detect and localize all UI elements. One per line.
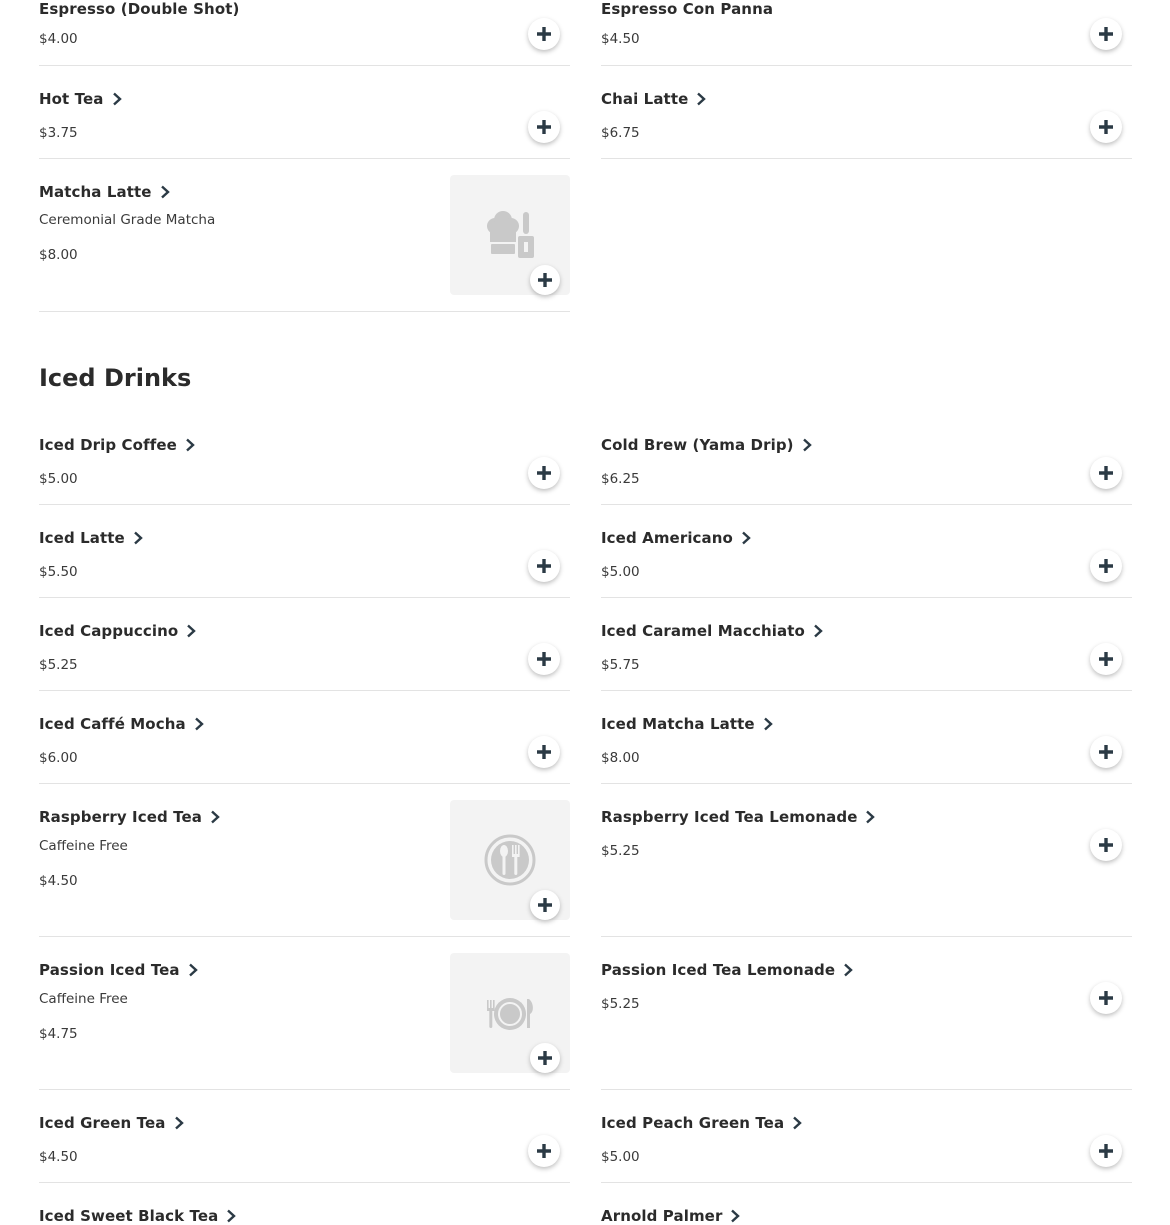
plus-icon — [1099, 652, 1113, 666]
add-item-button[interactable] — [530, 1043, 560, 1073]
add-item-button[interactable] — [1090, 550, 1122, 582]
menu-item-chai-latte[interactable] — [601, 66, 1132, 159]
add-item-button[interactable] — [528, 1135, 560, 1167]
item-price: $6.25 — [601, 471, 640, 487]
item-price: $5.75 — [601, 657, 640, 673]
item-image-placeholder[interactable] — [450, 953, 570, 1073]
section-title-iced-drinks: Iced Drinks — [39, 364, 192, 392]
item-name: Matcha Latte — [39, 183, 152, 201]
plus-icon — [1099, 27, 1113, 41]
chevron-right-icon — [185, 624, 197, 638]
item-name-row — [601, 90, 707, 108]
item-name-row — [601, 961, 854, 979]
chevron-right-icon — [132, 531, 144, 545]
item-price: $8.00 — [39, 247, 78, 263]
item-name-row — [39, 622, 197, 640]
item-price: $8.00 — [601, 750, 640, 766]
menu-item-matcha-latte[interactable] — [39, 159, 570, 312]
chevron-right-icon — [111, 92, 123, 106]
item-description: Caffeine Free — [39, 838, 128, 854]
add-item-button[interactable] — [1090, 1135, 1122, 1167]
item-price: $4.75 — [39, 1026, 78, 1042]
add-item-button[interactable] — [530, 265, 560, 295]
plus-icon — [537, 652, 551, 666]
chevron-right-icon — [209, 810, 221, 824]
item-name-row — [601, 1114, 803, 1132]
add-item-button[interactable] — [1090, 982, 1122, 1014]
chevron-right-icon — [173, 1116, 185, 1130]
item-price: $5.00 — [39, 471, 78, 487]
item-price: $5.25 — [601, 843, 640, 859]
chevron-right-icon — [762, 717, 774, 731]
item-name-row — [39, 183, 171, 201]
add-item-button[interactable] — [1090, 457, 1122, 489]
menu-item-iced-peach-green-tea[interactable] — [601, 1090, 1132, 1183]
item-name-row — [39, 1114, 185, 1132]
menu-item-iced-americano[interactable] — [601, 505, 1132, 598]
item-price: $5.50 — [39, 564, 78, 580]
item-price: $4.50 — [39, 1149, 78, 1165]
plus-icon — [538, 1051, 552, 1065]
plus-icon — [537, 120, 551, 134]
item-name-row — [601, 808, 876, 826]
item-description: Caffeine Free — [39, 991, 128, 1007]
item-name: Hot Tea — [39, 90, 104, 108]
plus-icon — [1099, 120, 1113, 134]
menu-item-passion-iced-tea[interactable] — [39, 937, 570, 1090]
chevron-right-icon — [184, 438, 196, 452]
item-name: Iced Sweet Black Tea — [39, 1207, 219, 1225]
chevron-right-icon — [695, 92, 707, 106]
item-price: $5.00 — [601, 564, 640, 580]
plus-icon — [537, 745, 551, 759]
item-name: Iced Americano — [601, 529, 733, 547]
add-item-button[interactable] — [1090, 736, 1122, 768]
item-name-row — [39, 0, 239, 18]
menu-item-iced-green-tea[interactable] — [39, 1090, 570, 1183]
item-name: Passion Iced Tea Lemonade — [601, 961, 836, 979]
item-name: Chai Latte — [601, 90, 689, 108]
chevron-right-icon — [225, 1209, 237, 1223]
item-name-row — [39, 715, 205, 733]
item-name: Iced Peach Green Tea — [601, 1114, 785, 1132]
add-item-button[interactable] — [528, 457, 560, 489]
plus-icon — [1099, 991, 1113, 1005]
chevron-right-icon — [791, 1116, 803, 1130]
plus-icon — [1099, 1144, 1113, 1158]
menu-item-arnold-palmer[interactable] — [601, 1183, 1132, 1225]
item-price: $5.00 — [601, 1149, 640, 1165]
chevron-right-icon — [159, 185, 171, 199]
plate-placeholder-icon — [483, 986, 537, 1040]
add-item-button[interactable] — [528, 736, 560, 768]
item-name: Espresso (Double Shot) — [39, 0, 240, 18]
item-description: Ceremonial Grade Matcha — [39, 212, 216, 228]
item-name-row — [601, 0, 773, 18]
menu-item-iced-drip-coffee[interactable] — [39, 412, 570, 505]
item-name: Iced Cappuccino — [39, 622, 179, 640]
plus-icon — [538, 898, 552, 912]
chevron-right-icon — [801, 438, 813, 452]
chef-hat-placeholder-icon — [483, 208, 537, 262]
item-name-row — [39, 808, 221, 826]
plus-icon — [537, 466, 551, 480]
item-name-row — [601, 529, 752, 547]
item-name: Iced Drip Coffee — [39, 436, 177, 454]
menu-item-iced-cappuccino[interactable] — [39, 598, 570, 691]
menu-item-cold-brew[interactable] — [601, 412, 1132, 505]
item-price: $4.50 — [39, 873, 78, 889]
add-item-button[interactable] — [1090, 829, 1122, 861]
item-name: Iced Caffé Mocha — [39, 715, 186, 733]
plus-icon — [537, 27, 551, 41]
menu-item-iced-matcha-latte[interactable] — [601, 691, 1132, 784]
item-name-row — [39, 529, 144, 547]
item-name-row — [39, 90, 123, 108]
menu-item-raspberry-iced-tea[interactable] — [39, 784, 570, 937]
plus-icon — [1099, 838, 1113, 852]
item-name: Raspberry Iced Tea Lemonade — [601, 808, 858, 826]
plus-icon — [538, 273, 552, 287]
item-name-row — [601, 436, 813, 454]
item-name: Cold Brew (Yama Drip) — [601, 436, 794, 454]
item-price: $5.25 — [601, 996, 640, 1012]
add-item-button[interactable] — [530, 890, 560, 920]
item-name-row — [39, 1207, 237, 1225]
item-name: Arnold Palmer — [601, 1207, 723, 1225]
menu-item-raspberry-iced-tea-lemonade[interactable] — [601, 784, 1132, 937]
add-item-button[interactable] — [528, 18, 560, 50]
item-price: $4.00 — [39, 31, 78, 47]
menu-item-passion-iced-tea-lemonade[interactable] — [601, 937, 1132, 1090]
menu-item-iced-caffe-mocha[interactable] — [39, 691, 570, 784]
plus-icon — [1099, 559, 1113, 573]
item-image-placeholder[interactable] — [450, 800, 570, 920]
plus-icon — [1099, 745, 1113, 759]
menu-item-iced-sweet-black-tea[interactable] — [39, 1183, 570, 1225]
item-image-placeholder[interactable] — [450, 175, 570, 295]
item-price: $4.50 — [601, 31, 640, 47]
chevron-right-icon — [812, 624, 824, 638]
chevron-right-icon — [842, 963, 854, 977]
add-item-button[interactable] — [1090, 643, 1122, 675]
add-item-button[interactable] — [1090, 18, 1122, 50]
add-item-button[interactable] — [528, 643, 560, 675]
item-name: Raspberry Iced Tea — [39, 808, 202, 826]
plus-icon — [537, 559, 551, 573]
chevron-right-icon — [187, 963, 199, 977]
item-name: Espresso Con Panna — [601, 0, 774, 18]
item-name: Iced Latte — [39, 529, 125, 547]
chevron-right-icon — [729, 1209, 741, 1223]
item-price: $6.75 — [601, 125, 640, 141]
menu-item-hot-tea[interactable] — [39, 66, 570, 159]
item-price: $5.25 — [39, 657, 78, 673]
item-price: $6.00 — [39, 750, 78, 766]
add-item-button[interactable] — [528, 550, 560, 582]
item-name-row — [601, 715, 774, 733]
menu-item-espresso-con-panna[interactable] — [601, 0, 1132, 66]
plus-icon — [1099, 466, 1113, 480]
item-name: Passion Iced Tea — [39, 961, 180, 979]
chevron-right-icon — [864, 810, 876, 824]
chevron-right-icon — [740, 531, 752, 545]
item-name: Iced Matcha Latte — [601, 715, 755, 733]
item-price: $3.75 — [39, 125, 78, 141]
item-name: Iced Green Tea — [39, 1114, 166, 1132]
item-name-row — [39, 961, 199, 979]
menu-item-espresso-double[interactable] — [39, 0, 570, 66]
item-name-row — [39, 436, 196, 454]
utensils-placeholder-icon — [483, 833, 537, 887]
menu-item-iced-latte[interactable] — [39, 505, 570, 598]
add-item-button[interactable] — [528, 111, 560, 143]
menu-item-iced-caramel-macchiato[interactable] — [601, 598, 1132, 691]
item-name-row — [601, 1207, 741, 1225]
add-item-button[interactable] — [1090, 111, 1122, 143]
plus-icon — [537, 1144, 551, 1158]
item-name-row — [601, 622, 824, 640]
item-name: Iced Caramel Macchiato — [601, 622, 805, 640]
chevron-right-icon — [193, 717, 205, 731]
